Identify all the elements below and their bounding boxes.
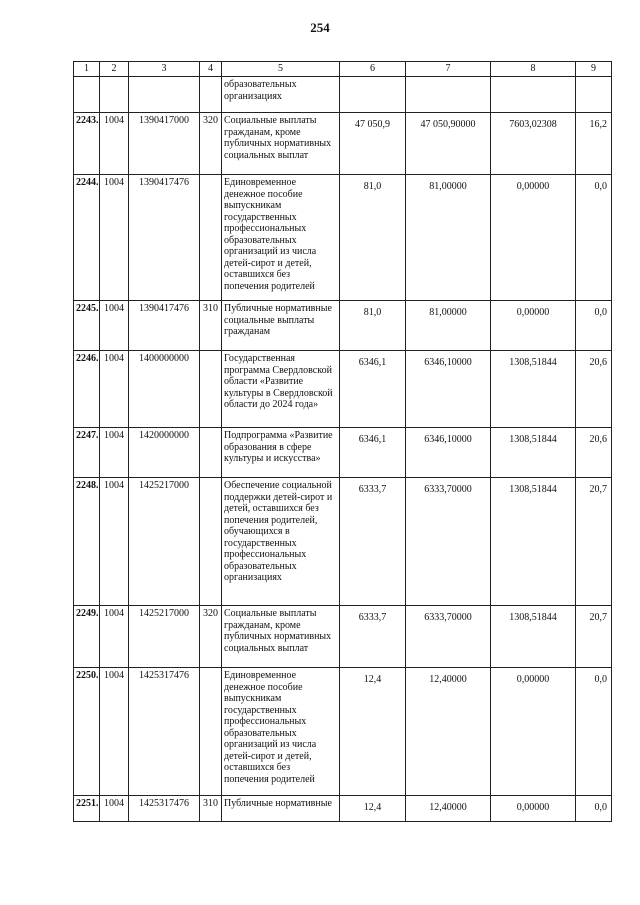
expense-type-code bbox=[200, 668, 222, 796]
section-code bbox=[100, 77, 129, 113]
target-code: 1390417476 bbox=[129, 175, 200, 301]
target-code: 1420000000 bbox=[129, 428, 200, 478]
execution-percent: 0,0 bbox=[576, 796, 612, 822]
target-code: 1425217000 bbox=[129, 606, 200, 668]
plan-amount-precise: 6333,70000 bbox=[406, 478, 491, 606]
header-row bbox=[74, 62, 612, 77]
plan-amount: 6333,7 bbox=[340, 478, 406, 606]
item-name: Подпрограмма «Развитие образования в сфере культуры и искусства» bbox=[222, 428, 340, 478]
plan-amount: 81,0 bbox=[340, 301, 406, 351]
expense-type-code: 320 bbox=[200, 606, 222, 668]
column-header-8: 8 bbox=[491, 62, 576, 77]
plan-amount-precise: 6346,10000 bbox=[406, 351, 491, 428]
column-header-4: 4 bbox=[200, 62, 222, 77]
table-row bbox=[74, 113, 612, 175]
row-number: 2247. bbox=[74, 428, 100, 478]
table-row bbox=[74, 351, 612, 428]
executed-amount: 0,00000 bbox=[491, 301, 576, 351]
budget-table bbox=[73, 61, 612, 822]
expense-type-code bbox=[200, 478, 222, 606]
section-code: 1004 bbox=[100, 175, 129, 301]
table-row bbox=[74, 796, 612, 822]
target-code: 1425317476 bbox=[129, 796, 200, 822]
row-number: 2248. bbox=[74, 478, 100, 606]
target-code: 1390417000 bbox=[129, 113, 200, 175]
target-code: 1390417476 bbox=[129, 301, 200, 351]
section-code: 1004 bbox=[100, 606, 129, 668]
column-header-7: 7 bbox=[406, 62, 491, 77]
plan-amount-precise bbox=[406, 77, 491, 113]
plan-amount: 6346,1 bbox=[340, 428, 406, 478]
plan-amount-precise: 47 050,90000 bbox=[406, 113, 491, 175]
row-number: 2250. bbox=[74, 668, 100, 796]
execution-percent: 20,6 bbox=[576, 428, 612, 478]
table-row bbox=[74, 77, 612, 113]
plan-amount-precise: 6333,70000 bbox=[406, 606, 491, 668]
execution-percent: 16,2 bbox=[576, 113, 612, 175]
section-code: 1004 bbox=[100, 351, 129, 428]
section-code: 1004 bbox=[100, 301, 129, 351]
row-number: 2246. bbox=[74, 351, 100, 428]
item-name: Единовременное денежное пособие выпускникам государственных профессиональных образовательных организаций из числа детей-сирот и детей, оставшихся без попечения родителей bbox=[222, 668, 340, 796]
column-header-1: 1 bbox=[74, 62, 100, 77]
table-row bbox=[74, 428, 612, 478]
item-name: образовательных организациях bbox=[222, 77, 340, 113]
column-header-9: 9 bbox=[576, 62, 612, 77]
plan-amount-precise: 81,00000 bbox=[406, 301, 491, 351]
execution-percent: 0,0 bbox=[576, 175, 612, 301]
plan-amount-precise: 12,40000 bbox=[406, 668, 491, 796]
target-code: 1425217000 bbox=[129, 478, 200, 606]
section-code: 1004 bbox=[100, 428, 129, 478]
executed-amount: 0,00000 bbox=[491, 796, 576, 822]
target-code bbox=[129, 77, 200, 113]
plan-amount-precise: 6346,10000 bbox=[406, 428, 491, 478]
table-body bbox=[74, 77, 612, 822]
item-name: Публичные нормативные социальные выплаты гражданам bbox=[222, 301, 340, 351]
expense-type-code bbox=[200, 175, 222, 301]
execution-percent: 20,7 bbox=[576, 606, 612, 668]
item-name: Государственная программа Свердловской области «Развитие культуры в Свердловской области до 2024 года» bbox=[222, 351, 340, 428]
table-row bbox=[74, 175, 612, 301]
plan-amount bbox=[340, 77, 406, 113]
plan-amount: 12,4 bbox=[340, 668, 406, 796]
table-header bbox=[74, 62, 612, 77]
column-header-5: 5 bbox=[222, 62, 340, 77]
executed-amount: 1308,51844 bbox=[491, 428, 576, 478]
table-row bbox=[74, 606, 612, 668]
plan-amount: 81,0 bbox=[340, 175, 406, 301]
plan-amount: 47 050,9 bbox=[340, 113, 406, 175]
column-header-2: 2 bbox=[100, 62, 129, 77]
item-name: Обеспечение социальной поддержки детей-сирот и детей, оставшихся без попечения родителей, обучающихся в государственных профессиональных образовательных организациях bbox=[222, 478, 340, 606]
expense-type-code bbox=[200, 77, 222, 113]
section-code: 1004 bbox=[100, 668, 129, 796]
item-name: Социальные выплаты гражданам, кроме публичных нормативных социальных выплат bbox=[222, 113, 340, 175]
row-number: 2243. bbox=[74, 113, 100, 175]
execution-percent bbox=[576, 77, 612, 113]
executed-amount: 0,00000 bbox=[491, 668, 576, 796]
plan-amount: 6333,7 bbox=[340, 606, 406, 668]
plan-amount-precise: 12,40000 bbox=[406, 796, 491, 822]
executed-amount: 0,00000 bbox=[491, 175, 576, 301]
plan-amount: 12,4 bbox=[340, 796, 406, 822]
row-number: 2245. bbox=[74, 301, 100, 351]
executed-amount: 7603,02308 bbox=[491, 113, 576, 175]
expense-type-code: 310 bbox=[200, 301, 222, 351]
expense-type-code: 310 bbox=[200, 796, 222, 822]
item-name: Социальные выплаты гражданам, кроме публичных нормативных социальных выплат bbox=[222, 606, 340, 668]
table-row bbox=[74, 301, 612, 351]
row-number: 2244. bbox=[74, 175, 100, 301]
execution-percent: 20,6 bbox=[576, 351, 612, 428]
section-code: 1004 bbox=[100, 478, 129, 606]
plan-amount: 6346,1 bbox=[340, 351, 406, 428]
executed-amount: 1308,51844 bbox=[491, 478, 576, 606]
section-code: 1004 bbox=[100, 796, 129, 822]
plan-amount-precise: 81,00000 bbox=[406, 175, 491, 301]
target-code: 1425317476 bbox=[129, 668, 200, 796]
executed-amount: 1308,51844 bbox=[491, 351, 576, 428]
item-name: Публичные нормативные bbox=[222, 796, 340, 822]
section-code: 1004 bbox=[100, 113, 129, 175]
row-number: 2249. bbox=[74, 606, 100, 668]
item-name: Единовременное денежное пособие выпускникам государственных профессиональных образовательных организаций из числа детей-сирот и детей, оставшихся без попечения родителей bbox=[222, 175, 340, 301]
executed-amount bbox=[491, 77, 576, 113]
row-number: 2251. bbox=[74, 796, 100, 822]
target-code: 1400000000 bbox=[129, 351, 200, 428]
execution-percent: 0,0 bbox=[576, 668, 612, 796]
table-row bbox=[74, 668, 612, 796]
executed-amount: 1308,51844 bbox=[491, 606, 576, 668]
expense-type-code: 320 bbox=[200, 113, 222, 175]
execution-percent: 0,0 bbox=[576, 301, 612, 351]
column-header-3: 3 bbox=[129, 62, 200, 77]
expense-type-code bbox=[200, 351, 222, 428]
page-number: 254 bbox=[310, 20, 330, 35]
expense-type-code bbox=[200, 428, 222, 478]
execution-percent: 20,7 bbox=[576, 478, 612, 606]
row-number bbox=[74, 77, 100, 113]
table-row bbox=[74, 478, 612, 606]
column-header-6: 6 bbox=[340, 62, 406, 77]
